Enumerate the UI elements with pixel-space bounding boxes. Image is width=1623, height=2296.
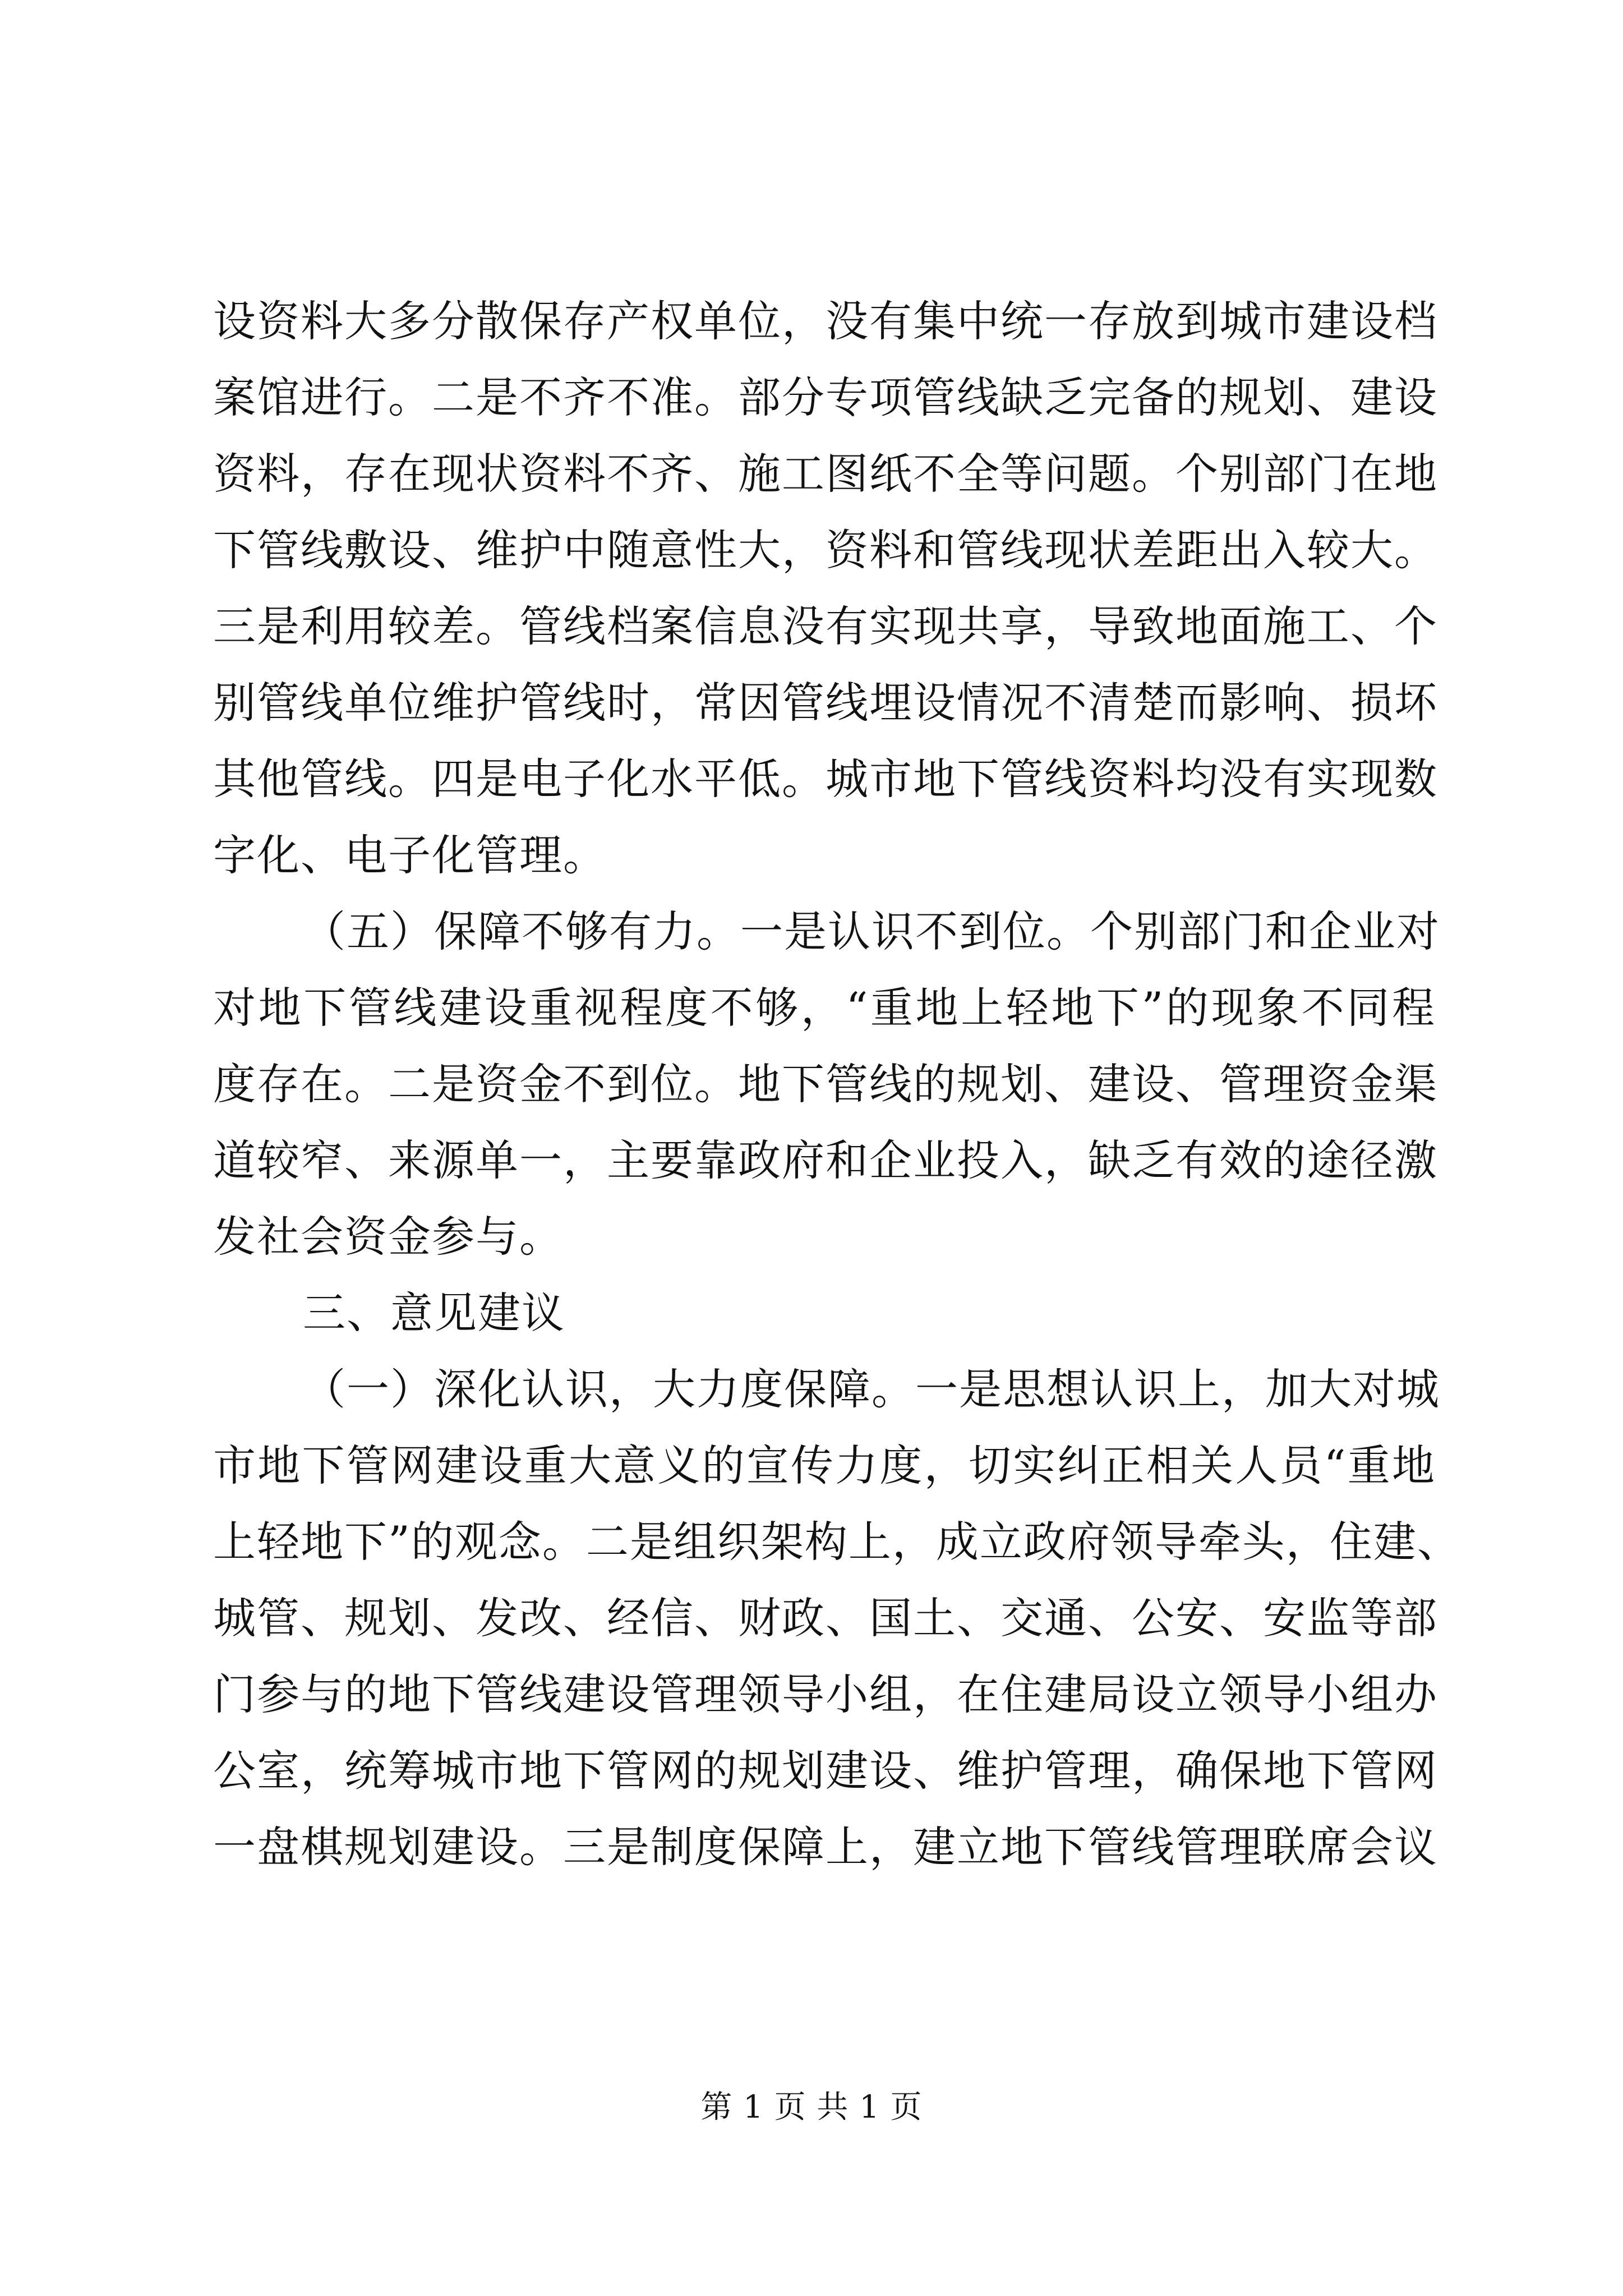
- text-line: 别管线单位维护管线时，常因管线埋设情况不清楚而影响、损坏: [213, 678, 1438, 728]
- text-line: 资料，存在现状资料不齐、施工图纸不全等问题。个别部门在地: [213, 449, 1438, 499]
- text-line: 道较窄、来源单一，主要靠政府和企业投入，缺乏有效的途径激: [213, 1135, 1438, 1185]
- text-line: 公室，统筹城市地下管网的规划建设、维护管理，确保地下管网: [213, 1746, 1438, 1796]
- text-line: 对地下管线建设重视程度不够，“重地上轻地下”的现象不同程: [213, 983, 1436, 1033]
- text-line: 发社会资金参与。: [213, 1212, 563, 1262]
- text-line: 一盘棋规划建设。三是制度保障上，建立地下管线管理联席会议: [213, 1822, 1438, 1872]
- text-line: 字化、电子化管理。: [213, 830, 607, 880]
- text-line: 城管、规划、发改、经信、财政、国土、交通、公安、安监等部: [213, 1593, 1438, 1643]
- text-line: 下管线敷设、维护中随意性大，资料和管线现状差距出入较大。: [213, 525, 1438, 575]
- text-line: 度存在。二是资金不到位。地下管线的规划、建设、管理资金渠: [213, 1059, 1438, 1109]
- text-line: 门参与的地下管线建设管理领导小组，在住建局设立领导小组办: [213, 1669, 1438, 1719]
- section-heading: 三、意见建议: [303, 1288, 565, 1338]
- page-number-footer: 第 1 页 共 1 页: [700, 2089, 923, 2125]
- document-body: [213, 283, 1461, 1885]
- text-line: 设资料大多分散保存产权单位，没有集中统一存放到城市建设档: [213, 296, 1438, 346]
- text-line: 上轻地下”的观念。二是组织架构上，成立政府领导牵头，住建、: [213, 1517, 1461, 1567]
- text-line: 三是利用较差。管线档案信息没有实现共享，导致地面施工、个: [213, 601, 1438, 651]
- paragraph-heading-line: （一）深化认识，大力度保障。一是思想认识上，加大对城: [303, 1364, 1440, 1414]
- text-line: 案馆进行。二是不齐不准。部分专项管线缺乏完备的规划、建设: [213, 372, 1438, 422]
- paragraph-heading-line: （五）保障不够有力。一是认识不到位。个别部门和企业对: [303, 907, 1440, 956]
- text-line: 市地下管网建设重大意义的宣传力度，切实纠正相关人员“重地: [213, 1441, 1436, 1490]
- text-line: 其他管线。四是电子化水平低。城市地下管线资料均没有实现数: [213, 754, 1438, 804]
